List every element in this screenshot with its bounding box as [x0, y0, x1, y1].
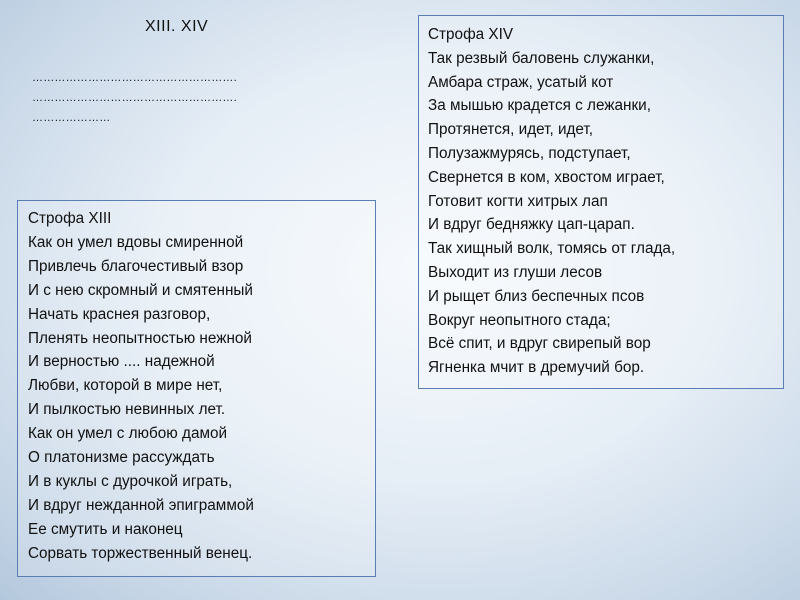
stanza-xiii-line: Пленять неопытностью нежной	[28, 329, 252, 347]
dotted-line: ……………………………………………….	[32, 72, 237, 84]
dotted-line: …………………	[32, 112, 111, 124]
stanza-xiv-line: Вокруг неопытного стада;	[428, 311, 611, 329]
stanza-xiii-line: Как он умел с любою дамой	[28, 425, 228, 443]
stanza-xiii-line: Сорвать торжественный венец.	[28, 544, 253, 562]
stanza-xiii-line: И пылкостью невинных лет.	[28, 401, 226, 419]
stanza-xiii-line: О платонизме рассуждать	[28, 449, 215, 467]
stanza-xiv-line: Готовит когти хитрых лап	[428, 192, 608, 210]
stanza-xiii-line: Любви, которой в мире нет,	[28, 377, 223, 395]
slide-heading: XIII. XIV	[145, 18, 209, 35]
stanza-xiv-line: И рыщет близ беспечных псов	[428, 287, 645, 305]
stanza-xiii-line: И вдруг нежданной эпиграммой	[28, 496, 254, 514]
stanza-xiv-line: Протянется, идет, идет,	[428, 121, 593, 139]
stanza-xiv-line: Амбара страж, усатый кот	[428, 73, 614, 91]
stanza-xiii-title: Строфа XIII	[28, 210, 112, 227]
stanza-xiv-line: Выходит из глуши лесов	[428, 263, 603, 281]
stanza-xiv-box	[418, 15, 784, 389]
stanza-xiii-box	[17, 200, 376, 577]
stanza-xiii-line: И в куклы с дурочкой играть,	[28, 472, 233, 490]
stanza-xiii-line: И верностью .... надежной	[28, 353, 215, 371]
stanza-xiv-line: За мышью крадется с лежанки,	[428, 97, 651, 115]
stanza-xiii-line: Привлечь благочестивый взор	[28, 257, 244, 275]
stanza-xiii-line: И с нею скромный и смятенный	[28, 281, 253, 299]
stanza-xiv-line: Полузажмурясь, подступает,	[428, 144, 631, 162]
stanza-xiii-line: Ее смутить и наконец	[28, 520, 183, 538]
stanza-xiii-line: Начать краснея разговор,	[28, 305, 211, 323]
stanza-xiv-line: И вдруг бедняжку цап-царап.	[428, 216, 635, 234]
stanza-xiv-line: Так хищный волк, томясь от глада,	[428, 240, 676, 258]
dotted-placeholder-lines	[32, 68, 237, 128]
stanza-xiii-line: Как он умел вдовы смиренной	[28, 233, 244, 251]
stanza-xiv-line: Свернется в ком, хвостом играет,	[428, 168, 665, 186]
stanza-xiv-line: Ягненка мчит в дремучий бор.	[428, 359, 645, 377]
stanza-xiv-line: Так резвый баловень служанки,	[428, 49, 655, 67]
stanza-xiv-title: Строфа XIV	[428, 26, 514, 43]
dotted-line: ……………………………………………….	[32, 92, 237, 104]
stanza-xiv-line: Всё спит, и вдруг свирепый вор	[428, 335, 651, 353]
